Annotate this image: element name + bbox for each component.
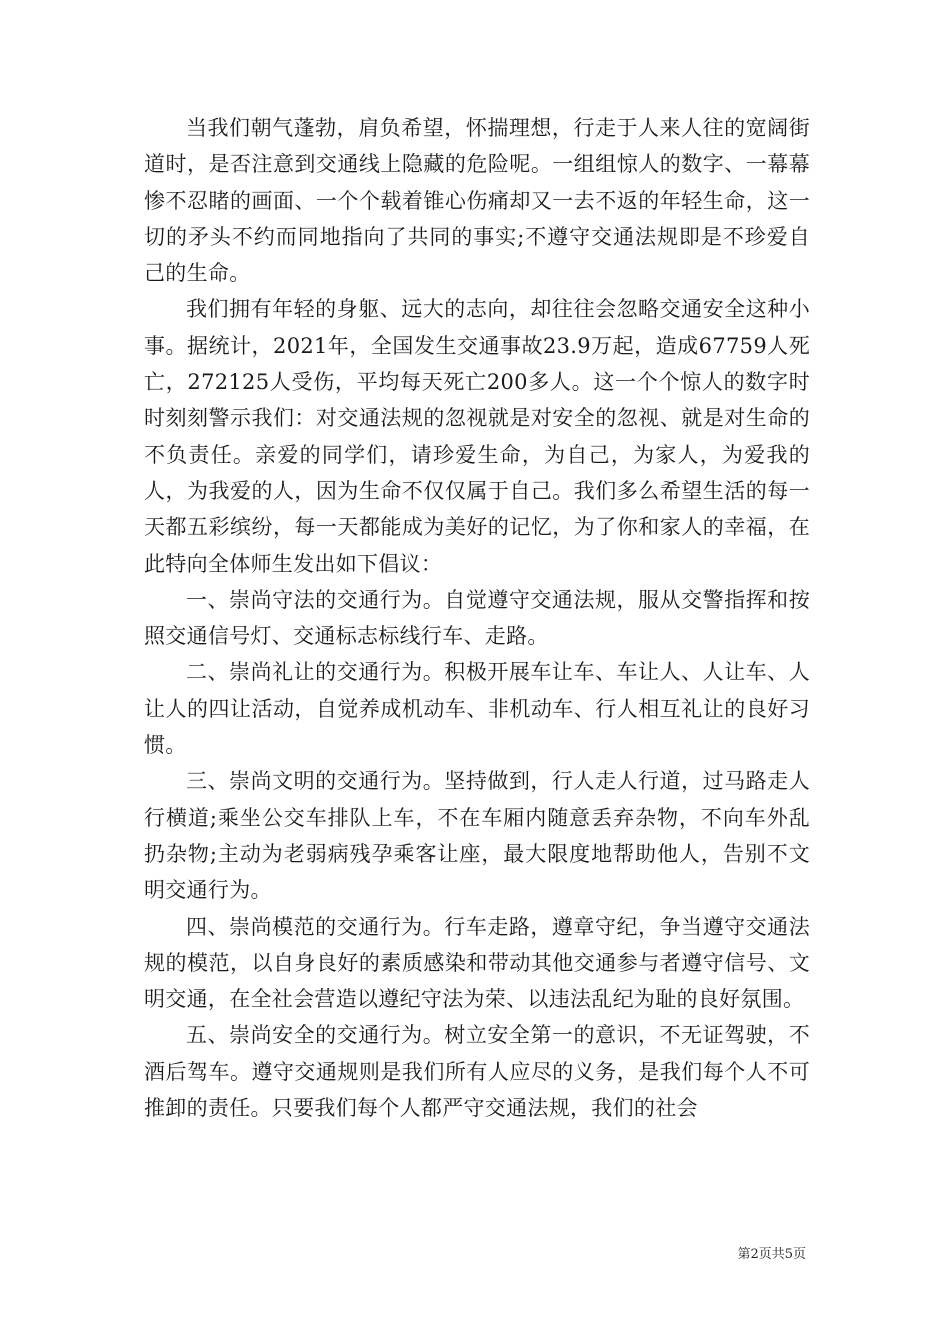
paragraph-proposal-4: 四、崇尚模范的交通行为。行车走路，遵章守纪，争当遵守交通法规的模范，以自身良好的素质感染和带动其他交通参与者遵守信号、文明交通，在全社会营造以遵纪守法为荣、以违法乱纪为耻的良好氛围。 <box>144 914 810 1012</box>
body-text <box>144 110 810 1126</box>
page-number: 第2页共5页 <box>737 1247 806 1262</box>
paragraph-proposal-2: 二、崇尚礼让的交通行为。积极开展车让车、车让人、人让车、人让人的四让活动，自觉养成机动车、非机动车、行人相互礼让的良好习惯。 <box>144 660 810 758</box>
paragraph-proposal-3: 三、崇尚文明的交通行为。坚持做到，行人走人行道，过马路走人行横道;乘坐公交车排队上车，不在车厢内随意丢弃杂物，不向车外乱扔杂物;主动为老弱病残孕乘客让座，最大限度地帮助他人，告别不文明交通行为。 <box>144 769 810 903</box>
paragraph-proposal-5: 五、崇尚安全的交通行为。树立安全第一的意识，不无证驾驶，不酒后驾车。遵守交通规则是我们所有人应尽的义务，是我们每个人不可推卸的责任。只要我们每个人都严守交通法规，我们的社会 <box>144 1023 810 1121</box>
paragraph-intro: 当我们朝气蓬勃，肩负希望，怀揣理想，行走于人来人往的宽阔街道时，是否注意到交通线上隐藏的危险呢。一组组惊人的数字、一幕幕惨不忍睹的画面、一个个载着锥心伤痛却又一去不返的年轻生命，这一切的矛头不约而同地指向了共同的事实;不遵守交通法规即是不珍爱自己的生命。 <box>144 116 810 286</box>
paragraph-statistics: 我们拥有年轻的身躯、远大的志向，却往往会忽略交通安全这种小事。据统计，2021年，全国发生交通事故23.9万起，造成67759人死亡，272125人受伤，平均每天死亡200多人。这一个个惊人的数字时时刻刻警示我们：对交通法规的忽视就是对安全的忽视、就是对生命的不负责任。亲爱的同学们，请珍爱生命，为自己，为家人，为爱我的人，为我爱的人，因为生命不仅仅属于自己。我们多么希望生活的每一天都五彩缤纷，每一天都能成为美好的记忆，为了你和家人的幸福，在此特向全体师生发出如下倡议： <box>144 297 810 576</box>
paragraph-proposal-1: 一、崇尚守法的交通行为。自觉遵守交通法规，服从交警指挥和按照交通信号灯、交通标志标线行车、走路。 <box>144 587 810 649</box>
